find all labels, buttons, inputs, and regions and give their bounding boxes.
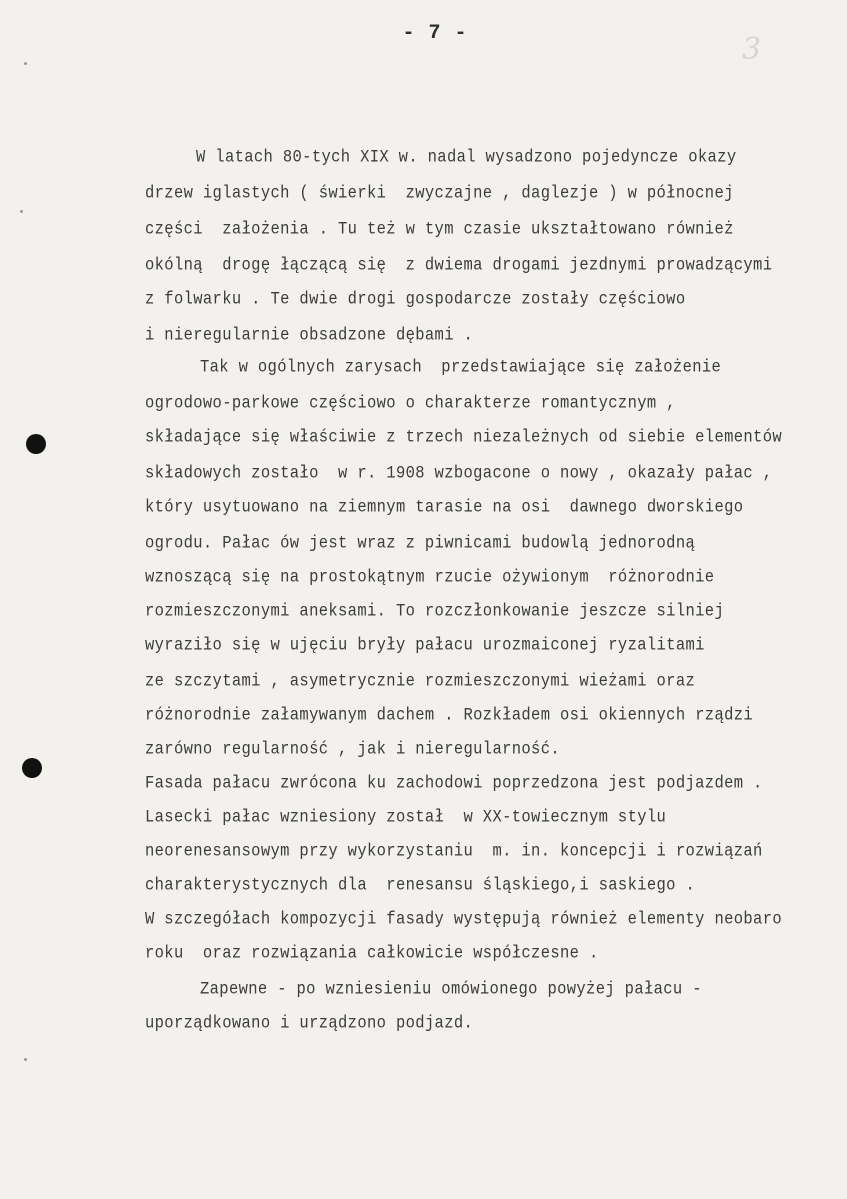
text-line: W szczegółach kompozycji fasady występują również elementy neobaro [145,908,782,930]
text-line: części założenia . Tu też w tym czasie ukształtowano również [145,218,734,240]
text-line: ogrodowo-parkowe częściowo o charakterze romantycznym , [145,392,676,414]
text-line: charakterystycznych dla renesansu śląskiego,i saskiego . [145,874,696,896]
text-line: wyraziło się w ujęciu bryły pałacu urozmaiconej ryzalitami [145,634,705,656]
text-line: W latach 80-tych XIX w. nadal wysadzono pojedyncze okazy [196,146,737,168]
page-number: - 7 - [402,22,468,45]
text-line: zarówno regularność , jak i nieregularność. [145,738,561,760]
text-line: składowych zostało w r. 1908 wzbogacone o nowy , okazały pałac , [145,462,773,484]
text-line: który usytuowano na ziemnym tarasie na osi dawnego dworskiego [145,496,744,518]
punch-hole [26,434,46,454]
text-line: uporządkowano i urządzono podjazd. [145,1012,474,1034]
text-line: Tak w ogólnych zarysach przedstawiające się założenie [200,356,722,378]
text-line: ze szczytami , asymetrycznie rozmieszczonymi wieżami oraz [145,670,696,692]
text-line: wznoszącą się na prostokątnym rzucie ożywionym różnorodnie [145,566,715,588]
text-line: z folwarku . Te dwie drogi gospodarcze zostały częściowo [145,288,686,310]
text-line: różnorodnie załamywanym dachem . Rozkładem osi okiennych rządzi [145,704,754,726]
text-line: składające się właściwie z trzech niezależnych od siebie elementów [145,426,782,448]
margin-dot [20,210,23,213]
text-line: Lasecki pałac wzniesiony został w XX-towiecznym stylu [145,806,667,828]
text-line: ogrodu. Pałac ów jest wraz z piwnicami budowlą jednorodną [145,532,696,554]
margin-dot [24,62,27,65]
text-line: Fasada pałacu zwrócona ku zachodowi poprzedzona jest podjazdem . [145,772,763,794]
text-line: drzew iglastych ( świerki zwyczajne , daglezje ) w północnej [145,182,734,204]
margin-dot [24,1058,27,1061]
archive-pencil-mark: 3 [742,32,762,67]
text-line: rozmieszczonymi aneksami. To rozczłonkowanie jeszcze silniej [145,600,725,622]
text-line: Zapewne - po wzniesieniu omówionego powyżej pałacu - [200,978,702,1000]
text-line: roku oraz rozwiązania całkowicie współczesne . [145,942,599,964]
text-line: neorenesansowym przy wykorzystaniu m. in. koncepcji i rozwiązań [145,840,763,862]
text-line: i nieregularnie obsadzone dębami . [145,324,474,346]
text-line: okólną drogę łączącą się z dwiema drogami jezdnymi prowadzącymi [145,254,773,276]
punch-hole [22,758,42,778]
